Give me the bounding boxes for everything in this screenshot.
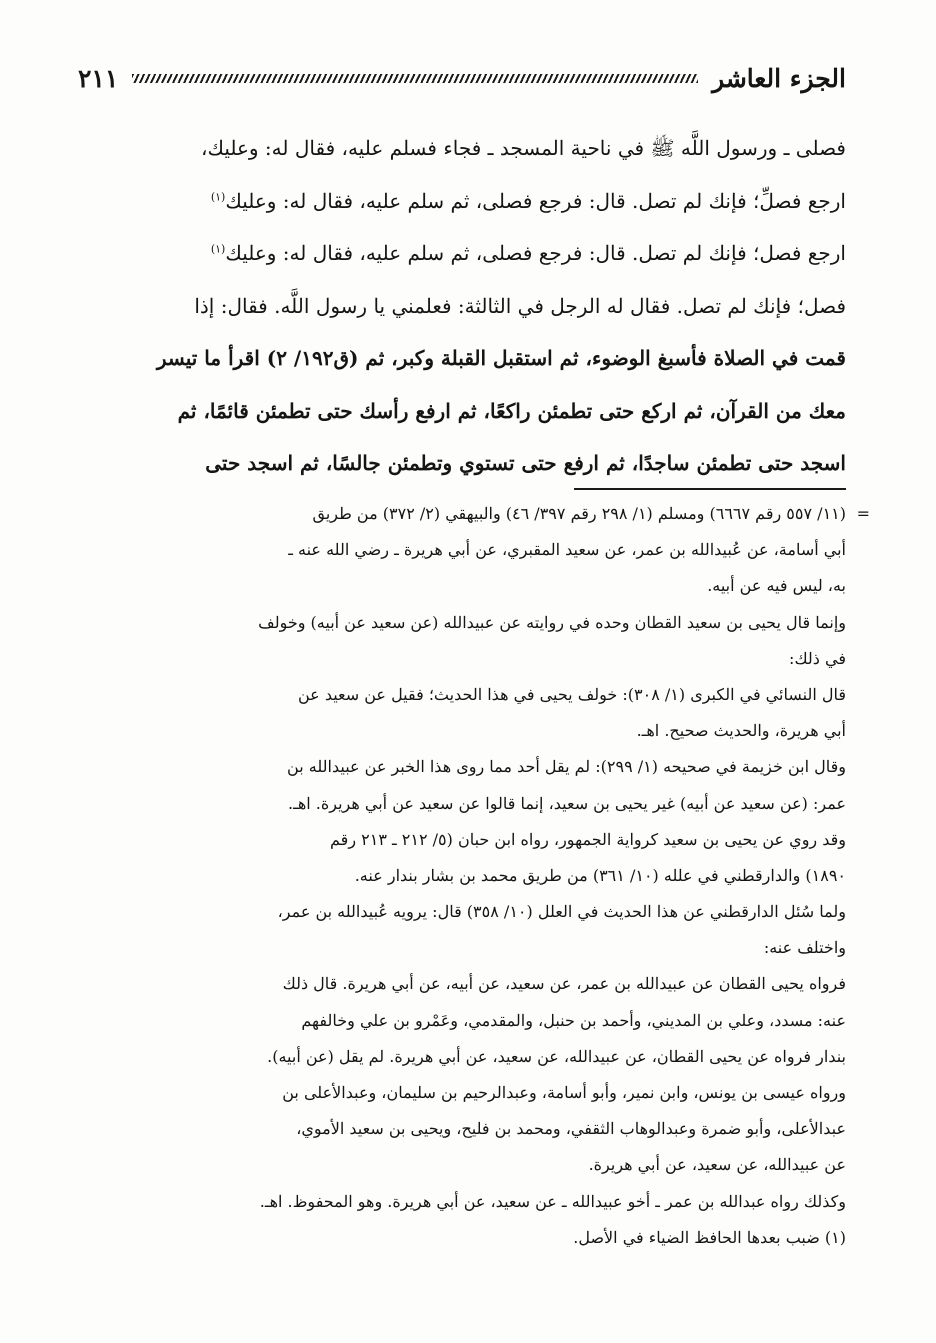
footnote-line: أبي أسامة، عن عُبيدالله بن عمر، عن سعيد المقبري، عن أبي هريرة ـ رضي الله عنه ـ — [288, 540, 846, 560]
footnote-line: (١) ضبب بعدها الحافظ الضياء في الأصل. — [573, 1227, 846, 1247]
main-text — [80, 122, 846, 490]
running-header — [78, 58, 846, 98]
main-line: اسجد حتى تطمئن ساجدًا، ثم ارفع حتى تستوي وتطمئن جالسًا، ثم اسجد حتى — [205, 451, 846, 475]
footnote-reference: (١) — [210, 189, 226, 203]
footnote-line: عنه: مسدد، وعلي بن المديني، وأحمد بن حنبل، والمقدمي، وعَمْرو بن علي وخالفهم — [301, 1010, 846, 1030]
footnote-line: قال النسائي في الكبرى (١/ ٣٠٨): خولف يحيى في هذا الحديث؛ فقيل عن سعيد عن — [298, 684, 846, 704]
footnote-continuation-marker: = — [856, 504, 870, 523]
footnote-line: وكذلك رواه عبدالله بن عمر ـ أخو عبيدالله ـ عن سعيد، عن أبي هريرة. وهو المحفوظ. اهـ. — [259, 1191, 846, 1211]
footnote-line: عمر: (عن سعيد عن أبيه) غير يحيى بن سعيد، إنما قالوا عن سعيد عن أبي هريرة. اهـ. — [288, 793, 846, 813]
footnote-separator — [574, 488, 846, 490]
main-line: ارجع فصلِّ؛ فإنك لم تصل. قال: فرجع فصلى، ثم سلم عليه، فقال له: وعليك$^{(١)}$ — [210, 188, 846, 213]
page-number: ٢١١ — [78, 63, 119, 93]
main-line: قمت في الصلاة فأسبغ الوضوء، ثم استقبل القبلة وكبر، ثم (ق١٩٢/ ٢) اقرأ ما تيسر — [156, 346, 846, 370]
header-decorative-rule — [132, 74, 698, 83]
footnote-line: عبدالأعلى، وأبو ضمرة وعبدالوهاب الثقفي، ومحمد بن فليح، ويحيى بن سعيد الأموي، — [296, 1119, 846, 1139]
main-line: فصل؛ فإنك لم تصل. فقال له الرجل في الثالثة: فعلمني يا رسول اللَّه. فقال: إذا — [194, 293, 846, 318]
footnote-line: وقد روي عن يحيى بن سعيد كرواية الجمهور، رواه ابن حبان (٥/ ٢١٢ ـ ٢١٣ رقم — [330, 829, 846, 849]
main-line: ارجع فصل؛ فإنك لم تصل. قال: فرجع فصلى، ثم سلم عليه، فقال له: وعليك$^{(١)}$ — [210, 241, 846, 265]
volume-title: الجزء العاشر — [712, 63, 846, 93]
footnote-line: أبي هريرة، والحديث صحيح. اهـ. — [636, 721, 846, 741]
footnote-line: فرواه يحيى القطان عن عبيدالله بن عمر، عن سعيد، عن أبيه، عن أبي هريرة. قال ذلك — [282, 974, 846, 994]
footnote-line: في ذلك: — [789, 648, 846, 668]
footnote-line: ١٨٩٠) والدارقطني في علله (١٠/ ٣٦١) من طريق محمد بن بشار بندار عنه. — [354, 865, 846, 885]
footnote-line: وإنما قال يحيى بن سعيد القطان وحده في روايته عن عبيدالله (عن سعيد عن أبيه) وخولف — [258, 612, 846, 632]
footnote-line: واختلف عنه: — [763, 938, 846, 958]
main-line: معك من القرآن، ثم اركع حتى تطمئن راكعًا، ثم ارفع رأسك حتى تطمئن قائمًا، ثم — [177, 398, 846, 423]
footnote-line: ولما سُئل الدارقطني عن هذا الحديث في العلل (١٠/ ٣٥٨) قال: يرويه عُبيدالله بن عمر، — [277, 902, 846, 922]
footnote-line: عن عبيدالله، عن سعيد، عن أبي هريرة. — [588, 1155, 846, 1175]
footnote-line: بندار فرواه عن يحيى القطان، عن عبيدالله، عن سعيد، عن أبي هريرة. لم يقل (عن أبيه). — [267, 1046, 846, 1066]
footnote-line: به، ليس فيه عن أبيه. — [707, 576, 846, 596]
footnote-line: (١١/ ٥٥٧ رقم ٦٦٦٧) ومسلم (١/ ٢٩٨ رقم ٣٩٧/ ٤٦) والبيهقي (٢/ ٣٧٢) من طريق — [312, 504, 846, 523]
footnotes — [80, 496, 870, 1256]
footnote-line: وقال ابن خزيمة في صحيحه (١/ ٢٩٩): لم يقل أحد مما روى هذا الخبر عن عبيدالله بن — [287, 757, 846, 777]
footnote-line: ورواه عيسى بن يونس، وابن نمير، وأبو أسامة، وعبدالرحيم بن سليمان، وعبدالأعلى بن — [282, 1083, 846, 1102]
main-line: فصلى ـ ورسول اللَّه ﷺ في ناحية المسجد ـ فجاء فسلم عليه، فقال له: وعليك، — [201, 136, 846, 160]
footnote-reference: (١) — [210, 242, 226, 256]
